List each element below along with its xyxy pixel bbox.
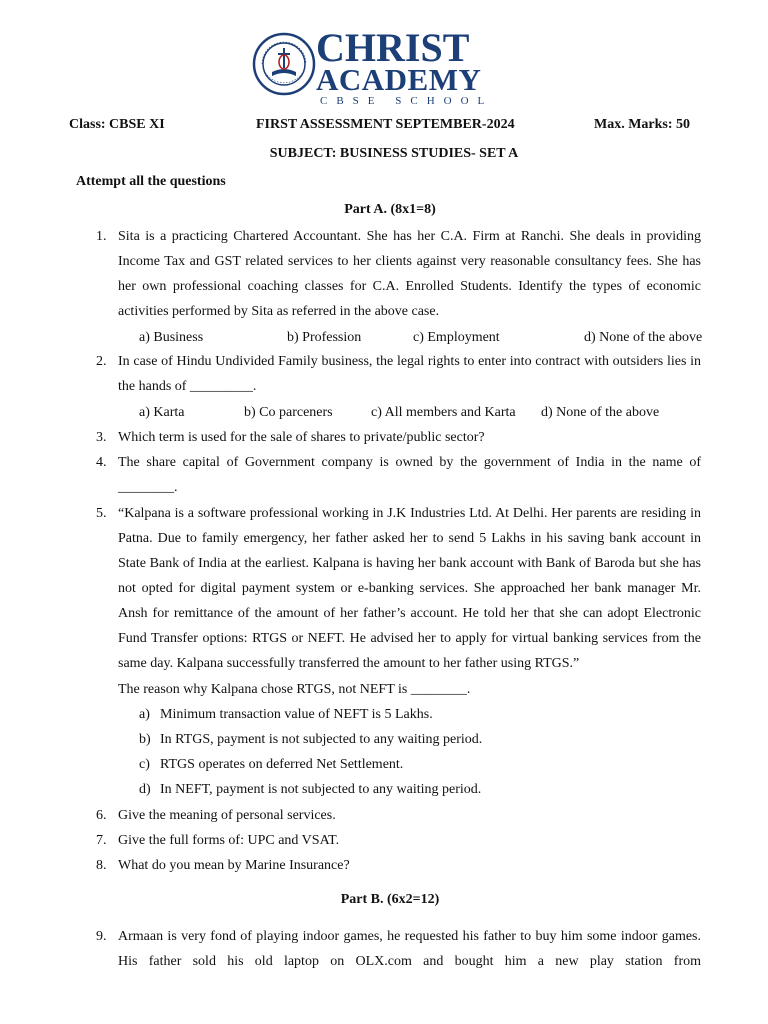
option-label: a) [139, 707, 150, 722]
question-number: 3. [96, 430, 107, 445]
question-8 [96, 853, 701, 878]
question-9 [96, 924, 701, 974]
option-d: d) None of the above [541, 405, 660, 420]
school-logo [252, 25, 494, 107]
option-b: b) Co parceners [244, 405, 333, 420]
question-text: In case of Hindu Undivided Family business, the legal rights to enter into contract with outsiders lies in the hands of _________. [118, 354, 701, 394]
option-text: RTGS operates on deferred Net Settlement. [160, 757, 404, 772]
question-6 [96, 803, 701, 828]
question-number: 8. [96, 858, 107, 873]
option-label: b) [139, 732, 151, 747]
option-label: d) [139, 782, 151, 797]
question-text: Sita is a practicing Chartered Accountant. She has her C.A. Firm at Ranchi. She deals in providing Income Tax and GST related services to her clients against very reasonable consultancy fees. She has her own professional coaching classes for C.A. Enrolled Students. Identify the types of economic activities performed by Sita as referred in the above case. [118, 229, 701, 319]
question-7 [96, 828, 701, 853]
logo-line-cbse-school: CBSE SCHOOL [320, 95, 494, 107]
option-d: d) None of the above [584, 330, 703, 345]
question-1 [96, 224, 701, 324]
question-text: “Kalpana is a software professional working in J.K Industries Ltd. At Delhi. Her parents are residing in Patna. Due to family emergency, her father asked her to send 5 Lakhs in his saving bank account in State Bank of India at the earliest. Kalpana is having her bank account with Bank of Baroda but she has not opted for digital payment system or e-banking services. She approached her bank manager Mr. Ansh for remittance of the amount of her father’s account. He told her that she can adopt Electronic Fund Transfer options: RTGS or NEFT. He advised her to apply for virtual banking services from the same day. Kalpana successfully transferred the amount to her father using RTGS.” [118, 506, 701, 671]
question-number: 6. [96, 808, 107, 823]
option-text: Minimum transaction value of NEFT is 5 Lakhs. [160, 707, 433, 722]
option-c: c) Employment [413, 330, 500, 345]
max-marks: Max. Marks: 50 [594, 117, 691, 132]
question-number: 4. [96, 455, 107, 470]
question-text: What do you mean by Marine Insurance? [118, 858, 350, 873]
part-b-title: Part B. (6x2=12) [340, 892, 440, 907]
question-number: 7. [96, 833, 107, 848]
option-a: a) Karta [139, 405, 185, 420]
question-text: Which term is used for the sale of shares to private/public sector? [118, 430, 485, 445]
subject-title: SUBJECT: BUSINESS STUDIES- SET A [269, 146, 519, 161]
option-label: c) [139, 757, 150, 772]
option-b: b) Profession [287, 330, 362, 345]
logo-line-academy: ACADEMY [316, 62, 482, 97]
question-5 [96, 501, 701, 676]
school-seal-icon [252, 32, 316, 96]
question-number: 1. [96, 229, 107, 244]
question-text: Give the meaning of personal services. [118, 808, 336, 823]
part-a-title: Part A. (8x1=8) [344, 202, 436, 217]
class-label: Class: CBSE XI [69, 117, 165, 132]
option-text: In NEFT, payment is not subjected to any waiting period. [160, 782, 482, 797]
question-number: 9. [96, 929, 107, 944]
question-5-prompt: The reason why Kalpana chose RTGS, not NEFT is ________. [118, 682, 471, 697]
option-c: c) All members and Karta [371, 405, 516, 420]
assessment-title: FIRST ASSESSMENT SEPTEMBER-2024 [256, 117, 515, 132]
question-2 [96, 349, 701, 399]
question-3 [96, 425, 701, 450]
question-number: 2. [96, 354, 107, 369]
question-text: Armaan is very fond of playing indoor games, he requested his father to buy him some indoor games. His father sold his old laptop on OLX.com and bought him a new play station from [118, 929, 701, 969]
question-number: 5. [96, 506, 107, 521]
question-text: The share capital of Government company is owned by the government of India in the name of ________. [118, 455, 701, 495]
option-text: In RTGS, payment is not subjected to any waiting period. [160, 732, 483, 747]
logo-line-christ: CHRIST [316, 25, 470, 70]
instruction: Attempt all the questions [76, 174, 226, 189]
option-a: a) Business [139, 330, 204, 345]
question-4 [96, 450, 701, 500]
question-text: Give the full forms of: UPC and VSAT. [118, 833, 340, 848]
